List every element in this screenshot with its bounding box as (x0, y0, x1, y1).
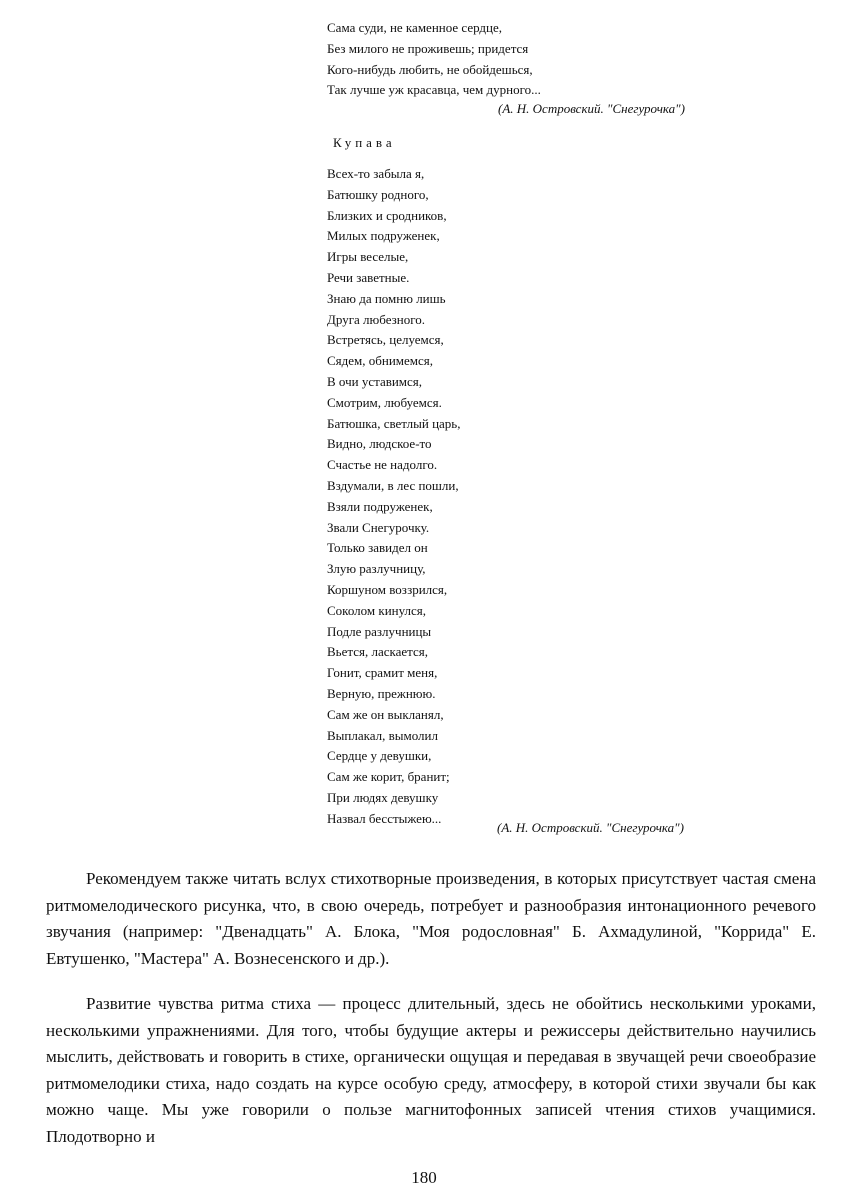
verse-line: Соколом кинулся, (327, 602, 427, 618)
verse-line: Счастье не надолго. (327, 457, 438, 473)
verse-line: Сердце у девушки, (327, 748, 432, 764)
verse-line: Выплакал, вымолил (327, 727, 438, 743)
verse-excerpt-2 (327, 164, 461, 830)
verse-line: Встретясь, целуемся, (327, 332, 444, 348)
verse-line: При людях девушку (327, 789, 439, 805)
verse-line: Злую разлучницу, (327, 561, 426, 577)
verse-line: Только завидел он (327, 540, 428, 556)
verse-line: В очи уставимся, (327, 373, 423, 389)
verse-line: Батюшка, светлый царь, (327, 415, 461, 431)
verse-line: Всех-то забыла я, (327, 166, 425, 181)
verse-line: Назвал бесстыжею... (327, 810, 442, 826)
verse-line: Игры веселые, (327, 249, 409, 265)
verse-line: Друга любезного. (327, 311, 425, 327)
verse-line: Коршуном воззрился, (327, 581, 448, 597)
verse-line: Гонит, срамит меня, (327, 665, 438, 681)
verse-line: Кого-нибудь любить, не обойдешься, (327, 61, 533, 77)
verse-line: Сядем, обнимемся, (327, 353, 434, 369)
speaker-name: Купава (333, 135, 396, 150)
verse-excerpt-1 (327, 18, 541, 101)
verse-line: Близких и сродников, (327, 207, 447, 223)
body-paragraph: Рекомендуем также читать вслух стихотворные произведения, в которых присутствует частая смена ритмомелодического рисунка, что, в свою очередь, потребует и разнообразия интонационного речевого звучания (например: "Двенадцать" А. Блока, "Моя родословная" Б. Ахмадулиной, "Коррида" Е. Евтушенко, "Мастера" А. Вознесенского и др.). (46, 869, 816, 968)
verse-line: Так лучше уж красавца, чем дурного... (327, 82, 541, 98)
verse-line: Подле разлучницы (327, 623, 432, 639)
verse-line: Знаю да помню лишь (327, 290, 446, 306)
verse-line: Речи заветные. (327, 269, 410, 285)
page-number: 180 (411, 1168, 437, 1187)
body-paragraph: Развитие чувства ритма стиха — процесс длительный, здесь не обойтись несколькими уроками, несколькими упражнениями. Для того, чтобы будущие актеры и режиссеры действительно научились мыслить, действовать и говорить в стихе, органически ощущая и передавая в звучащей речи своеобразие ритмомелодики стиха, надо создать на курсе особую среду, атмосферу, в которой стихи звучали бы как можно чаще. Мы уже говорили о пользе магнитофонных записей чтения стихов учащимися. Плодотворно и (46, 994, 816, 1146)
verse-attribution-2: (А. Н. Островский. "Снегурочка") (497, 820, 684, 835)
verse-line: Вьется, ласкается, (327, 644, 428, 660)
verse-attribution-1: (А. Н. Островский. "Снегурочка") (498, 101, 685, 116)
verse-line: Сама суди, не каменное сердце, (327, 20, 503, 35)
verse-line: Сам же он выкланял, (327, 706, 444, 722)
verse-line: Батюшку родного, (327, 186, 429, 202)
verse-line: Сам же корит, бранит; (327, 769, 450, 785)
verse-line: Видно, людское-то (327, 436, 432, 452)
verse-line: Верную, прежнюю. (327, 685, 436, 701)
verse-line: Без милого не проживешь; придется (327, 40, 529, 56)
verse-line: Звали Снегурочку. (327, 519, 430, 535)
verse-line: Милых подруженек, (327, 228, 440, 244)
verse-line: Вздумали, в лес пошли, (327, 477, 459, 493)
verse-line: Смотрим, любуемся. (327, 394, 442, 410)
verse-line: Взяли подруженек, (327, 498, 433, 514)
